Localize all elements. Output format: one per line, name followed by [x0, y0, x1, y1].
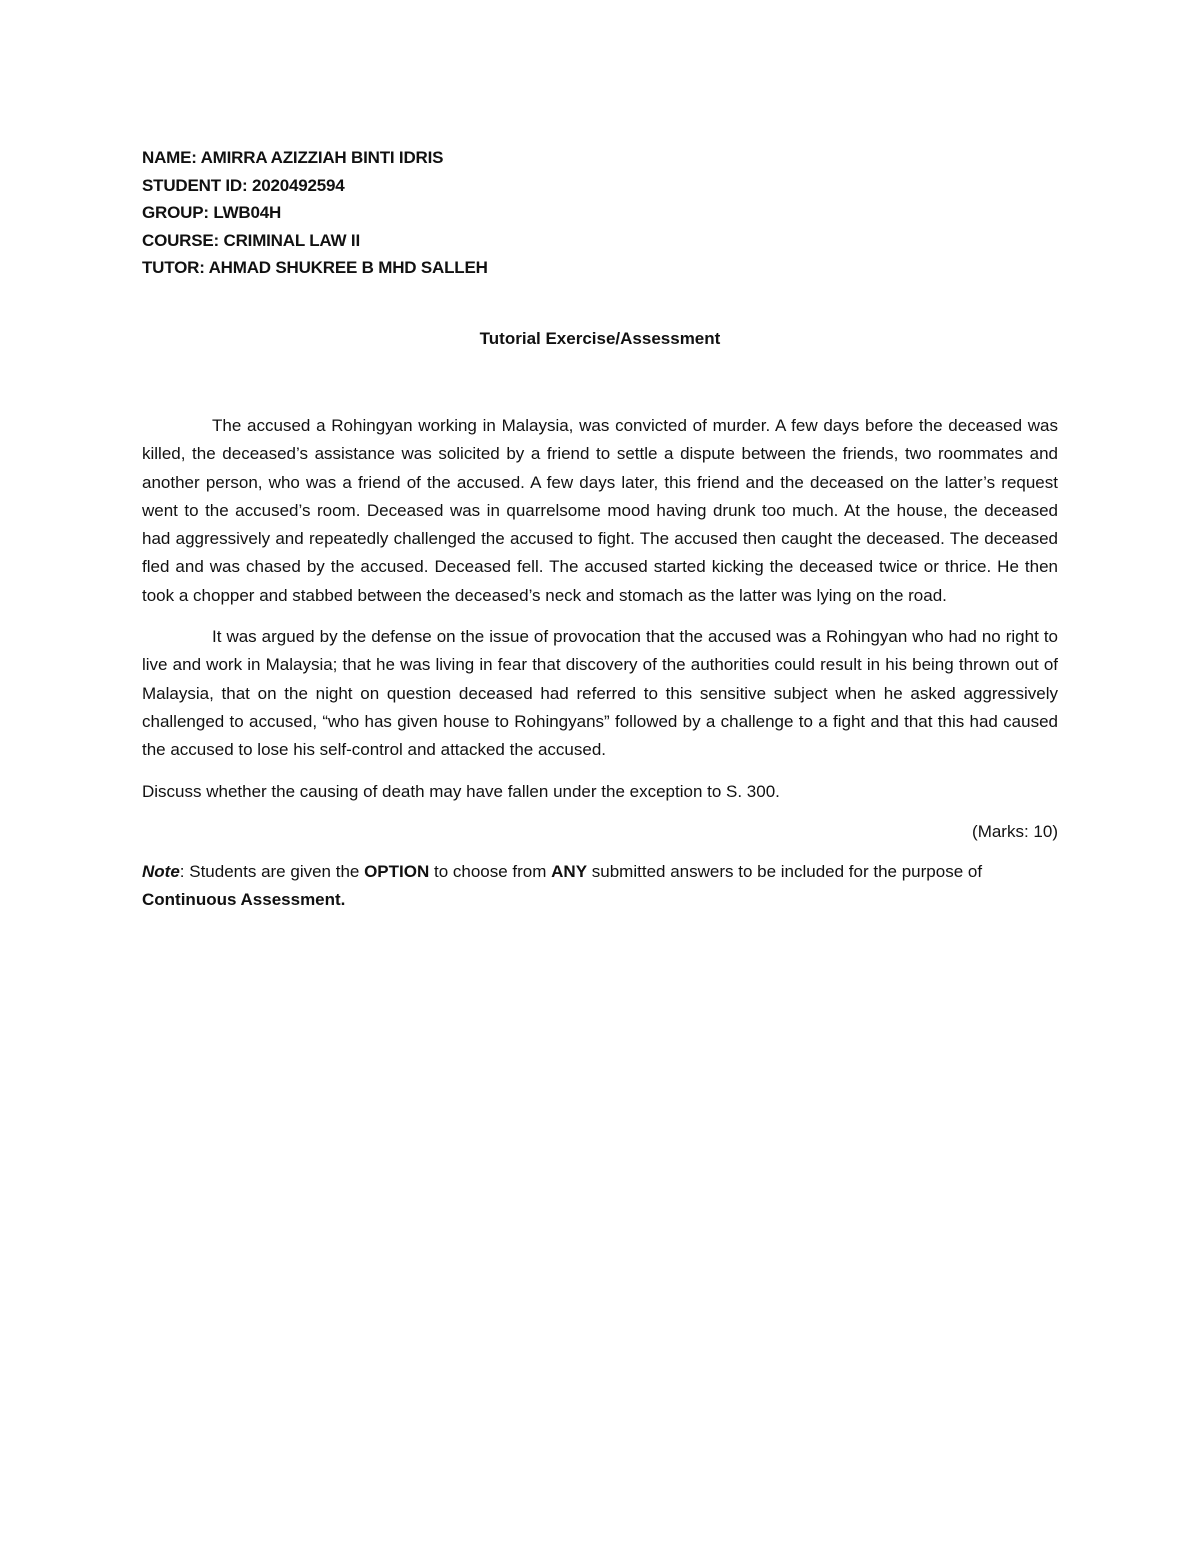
note-text-2: to choose from [429, 861, 552, 881]
student-name: NAME: AMIRRA AZIZZIAH BINTI IDRIS [142, 148, 444, 167]
marks-label: (Marks: 10) [972, 821, 1058, 841]
student-id: STUDENT ID: 2020492594 [142, 175, 345, 195]
question-text: Discuss whether the causing of death may have fallen under the exception to S. 300. [142, 781, 780, 801]
note-paragraph [142, 858, 1058, 914]
student-info-block [142, 144, 1042, 282]
note-continuous: Continuous Assessment. [142, 889, 346, 909]
defense-paragraph: It was argued by the defense on the issue of provocation that the accused was a Rohingyan who had no right to live and work in Malaysia; that he was living in fear that discovery of the authorities could result in his being thrown out of Malaysia, that on the night on question deceased had referred to this sensitive subject when he asked aggressively challenged to accused, “who has given house to Rohingyans” followed by a challenge to a fight and that this had caused the accused to lose his self-control and attacked the accused. [142, 627, 1058, 760]
facts-paragraph: The accused a Rohingyan working in Malaysia, was convicted of murder. A few days before the deceased was killed, the deceased’s assistance was solicited by a friend to settle a dispute between the friends, two roommates and another person, who was a friend of the accused. A few days later, this friend and the deceased on the latter’s request went to the accused’s room. Deceased was in quarrelsome mood having drunk too much. At the house, the deceased had aggressively and repeatedly challenged the accused to fight. The accused then caught the deceased. The deceased fled and was chased by the accused. Deceased fell. The accused started kicking the deceased twice or thrice. He then took a chopper and stabbed between the deceased’s neck and stomach as the latter was lying on the road. [142, 416, 1058, 605]
student-group: GROUP: LWB04H [142, 203, 282, 222]
note-text-3: submitted answers to be included for the purpose of [587, 861, 983, 881]
note-label: Note [142, 861, 180, 881]
note-any: ANY [551, 861, 588, 881]
note-text-1: Students are given the [184, 861, 365, 881]
tutor-name: TUTOR: AHMAD SHUKREE B MHD SALLEH [142, 258, 488, 277]
document-body [142, 412, 1058, 914]
course-name: COURSE: CRIMINAL LAW II [142, 230, 360, 250]
document-title: Tutorial Exercise/Assessment [479, 329, 721, 348]
note-colon: : [179, 861, 185, 881]
note-option: OPTION [364, 861, 430, 881]
